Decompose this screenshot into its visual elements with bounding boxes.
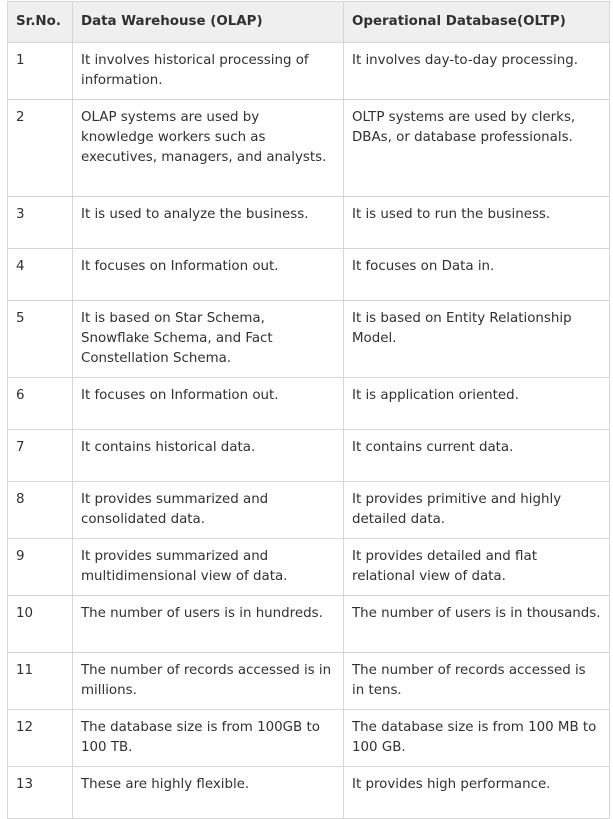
cell-olap: It contains historical data. [73,430,344,482]
cell-oltp: It provides detailed and flat relational view of data. [344,539,610,596]
cell-olap: It involves historical processing of information. [73,43,344,100]
cell-olap: It provides summarized and consolidated data. [73,482,344,539]
cell-oltp: It is application oriented. [344,378,610,430]
table-row [8,596,610,653]
cell-sr: 2 [8,100,73,197]
cell-sr: 4 [8,249,73,301]
cell-olap: The number of users is in hundreds. [73,596,344,653]
table-row [8,482,610,539]
cell-olap: The database size is from 100GB to 100 TB. [73,710,344,767]
table-row [8,197,610,249]
cell-sr: 3 [8,197,73,249]
table-row [8,430,610,482]
cell-sr: 13 [8,767,73,819]
header-sr-no: Sr.No. [8,2,73,43]
cell-sr: 8 [8,482,73,539]
cell-sr: 10 [8,596,73,653]
cell-sr: 11 [8,653,73,710]
cell-olap: It focuses on Information out. [73,249,344,301]
cell-olap: It focuses on Information out. [73,378,344,430]
cell-olap: It is based on Star Schema, Snowflake Schema, and Fact Constellation Schema. [73,301,344,378]
table-row [8,767,610,819]
cell-sr: 1 [8,43,73,100]
cell-oltp: It focuses on Data in. [344,249,610,301]
cell-olap: It is used to analyze the business. [73,197,344,249]
cell-oltp: It provides high performance. [344,767,610,819]
cell-sr: 5 [8,301,73,378]
table-row [8,539,610,596]
cell-oltp: The database size is from 100 MB to 100 GB. [344,710,610,767]
cell-oltp: It is used to run the business. [344,197,610,249]
cell-sr: 7 [8,430,73,482]
cell-sr: 12 [8,710,73,767]
table-row [8,301,610,378]
header-oltp: Operational Database(OLTP) [344,2,610,43]
table-row [8,100,610,197]
cell-sr: 9 [8,539,73,596]
cell-olap: It provides summarized and multidimensional view of data. [73,539,344,596]
header-olap: Data Warehouse (OLAP) [73,2,344,43]
table-row [8,249,610,301]
cell-oltp: The number of records accessed is in tens. [344,653,610,710]
cell-oltp: It is based on Entity Relationship Model. [344,301,610,378]
cell-olap: OLAP systems are used by knowledge workers such as executives, managers, and analysts. [73,100,344,197]
cell-oltp: It involves day-to-day processing. [344,43,610,100]
cell-oltp: The number of users is in thousands. [344,596,610,653]
table-row [8,378,610,430]
cell-sr: 6 [8,378,73,430]
table-row [8,43,610,100]
cell-olap: These are highly flexible. [73,767,344,819]
cell-oltp: It provides primitive and highly detailed data. [344,482,610,539]
olap-vs-oltp-table [7,1,610,819]
cell-oltp: OLTP systems are used by clerks, DBAs, or database professionals. [344,100,610,197]
table-row [8,653,610,710]
cell-oltp: It contains current data. [344,430,610,482]
table-row [8,710,610,767]
cell-olap: The number of records accessed is in millions. [73,653,344,710]
table-header-row [8,2,610,43]
